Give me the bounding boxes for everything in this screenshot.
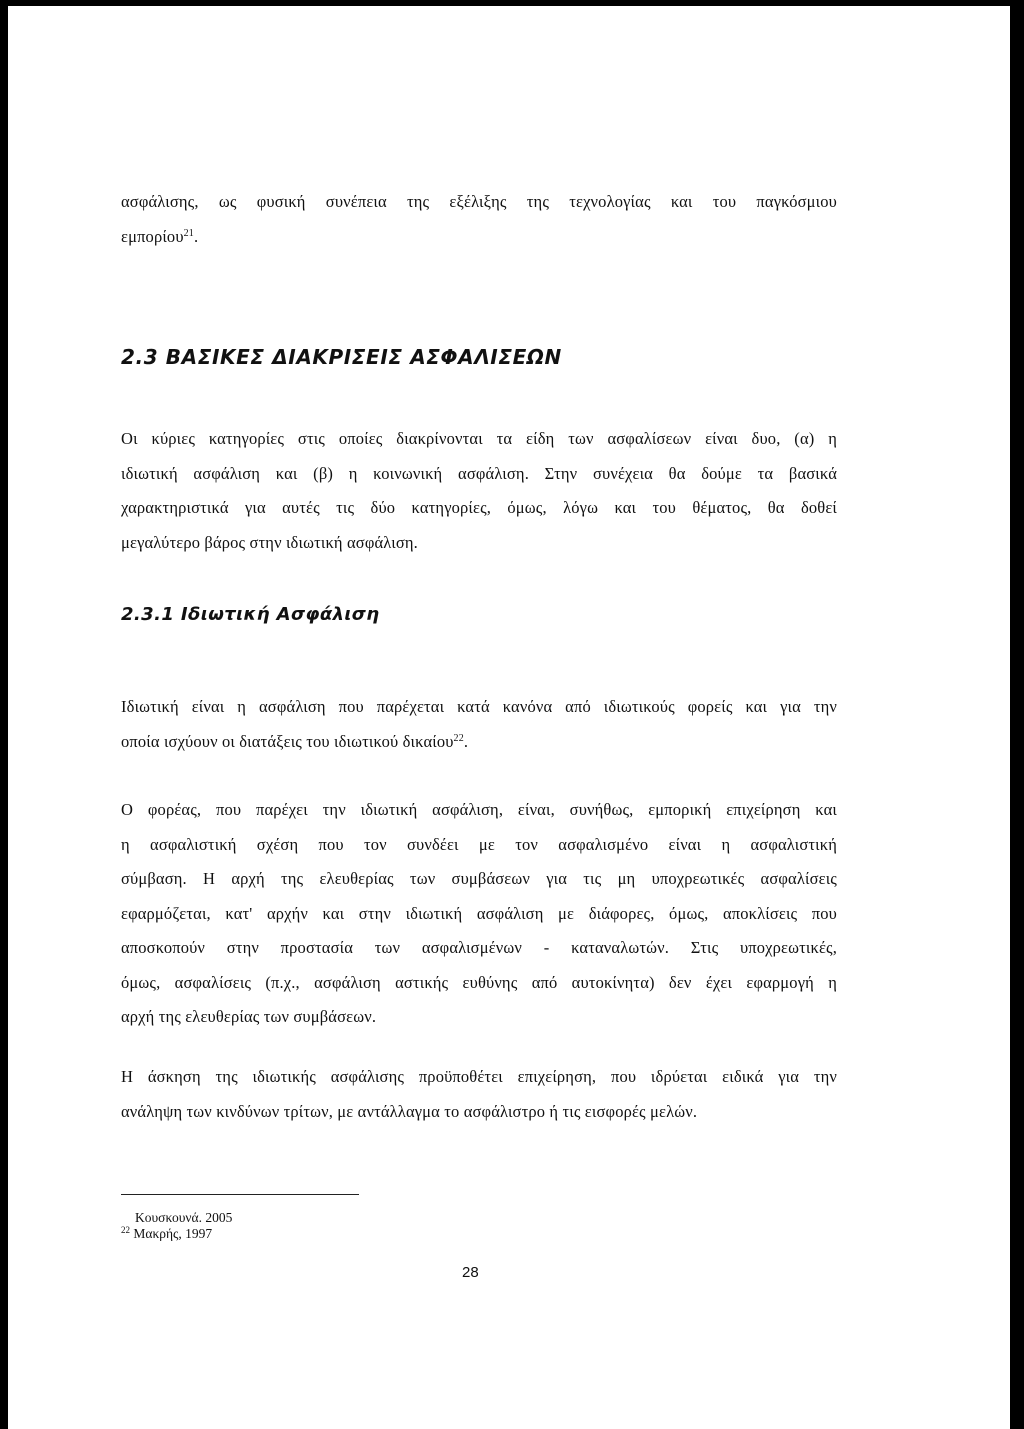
text-line: η ασφαλιστική σχέση που τον συνδέει με τον ασφαλισμένο είναι η ασφαλιστική — [121, 834, 837, 854]
text-line: ανάληψη των κινδύνων τρίτων, με αντάλλαγμα το ασφάλιστρο ή τις εισφορές μελών. — [121, 1101, 698, 1121]
text-line: σύμβαση. Η αρχή της ελευθερίας των συμβάσεων για τις μη υποχρεωτικές ασφαλίσεις — [121, 869, 837, 888]
text-line — [121, 220, 837, 255]
text-fragment: οποία ισχύουν οι διατάξεις του ιδιωτικού δικαίου — [121, 731, 454, 751]
paragraph-definition — [121, 690, 837, 759]
text-line: ασφάλισης, ως φυσική συνέπεια της εξέλιξης της τεχνολογίας και του παγκόσμιου — [121, 192, 837, 211]
footnote-text: Μακρής, 1997 — [133, 1226, 213, 1241]
scan-border-right — [1010, 0, 1024, 1429]
footnote-ref-22: 22 — [453, 732, 464, 744]
scan-border-left — [0, 0, 8, 1429]
footnote-number: 22 — [121, 1225, 130, 1235]
footnote-22 — [121, 1226, 212, 1242]
paragraph-intro — [121, 185, 837, 254]
paragraph-exercise — [121, 1060, 837, 1129]
page-number: 28 — [462, 1264, 479, 1281]
text-line: χαρακτηριστικά για αυτές τις δύο κατηγορίες, όμως, λόγω και του θέματος, θα δοθεί — [121, 498, 837, 517]
text-line — [121, 725, 837, 760]
paragraph-provider — [121, 793, 837, 1035]
text-line: αποσκοπούν στην προστασία των ασφαλισμένων - καταναλωτών. Στις υποχρεωτικές, — [121, 938, 837, 957]
subsection-heading: 2.3.1 Ιδιωτική Ασφάλιση — [121, 604, 380, 625]
paragraph-categories — [121, 422, 837, 560]
text-line: ιδιωτική ασφάλιση και (β) η κοινωνική ασφάλιση. Στην συνέχεια θα δούμε τα βασικά — [121, 463, 837, 483]
text-line: αρχή της ελευθερίας των συμβάσεων. — [121, 1007, 377, 1026]
text-line: Οι κύριες κατηγορίες στις οποίες διακρίνονται τα είδη των ασφαλίσεων είναι δυο, (α) η — [121, 429, 837, 448]
text-fragment: . — [463, 731, 469, 751]
footnote-ref-21: 21 — [183, 227, 194, 239]
text-line: Ιδιωτική είναι η ασφάλιση που παρέχεται κατά κανόνα από ιδιωτικούς φορείς και για την — [121, 697, 837, 716]
text-line: όμως, ασφαλίσεις (π.χ., ασφάλιση αστικής ευθύνης από αυτοκίνητα) δεν έχει εφαρμογή η — [121, 972, 837, 992]
section-heading: 2.3 ΒΑΣΙΚΕΣ ΔΙΑΚΡΙΣΕΙΣ ΑΣΦΑΛΙΣΕΩΝ — [121, 345, 562, 369]
text-line: εφαρμόζεται, κατ' αρχήν και στην ιδιωτική ασφάλιση με διάφορες, όμως, αποκλίσεις που — [121, 903, 837, 923]
text-fragment: εμπορίου — [121, 226, 184, 246]
footnote-separator — [121, 1194, 359, 1195]
footnote-text: Κουσκουνά. 2005 — [135, 1210, 233, 1225]
scan-border-top — [0, 0, 1024, 6]
footnote-21 — [135, 1210, 232, 1226]
text-line: Ο φορέας, που παρέχει την ιδιωτική ασφάλιση, είναι, συνήθως, εμπορική επιχείρηση και — [121, 800, 837, 819]
text-line: Η άσκηση της ιδιωτικής ασφάλισης προϋποθέτει επιχείρηση, που ιδρύεται ειδικά για την — [121, 1067, 837, 1086]
text-line: μεγαλύτερο βάρος στην ιδιωτική ασφάλιση. — [121, 532, 418, 552]
text-fragment: . — [193, 226, 199, 246]
